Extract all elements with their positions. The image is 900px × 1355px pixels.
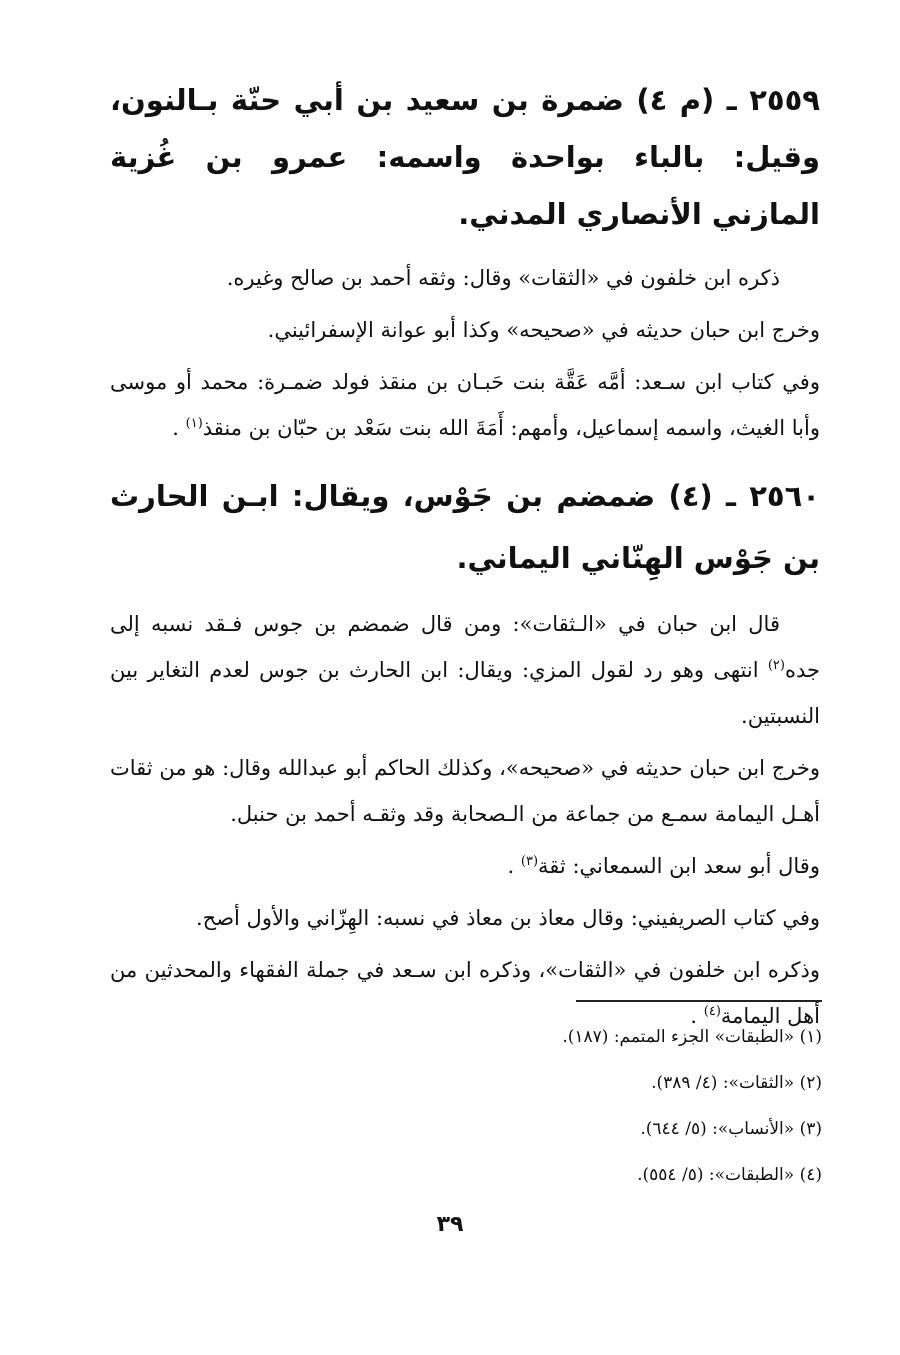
entry-2559-paragraph-3 bbox=[110, 359, 820, 451]
entry-2560-paragraph-1 bbox=[110, 601, 820, 739]
entry-2559-paragraph-3-text: وفي كتاب ابن سـعد: أمَّه عَقَّة بنت حَبـان بن منقذ فولد ضمـرة: محمد أو موسى وأبا الغيث، واسمه إسماعيل، وأمهم: أَمَةَ الله بنت سَعْد بن حبّان بن منقذ bbox=[110, 370, 820, 440]
entry-2560-paragraph-5-end: . bbox=[690, 1004, 704, 1028]
entry-2559-paragraph-1: ذكره ابن خلفون في «الثقات» وقال: وثقه أحمد بن صالح وغيره. bbox=[226, 266, 780, 290]
footnotes bbox=[262, 1014, 822, 1198]
page-body bbox=[110, 72, 820, 1045]
footnote-ref-1: (١) bbox=[185, 416, 203, 431]
entry-2560-paragraph-3-text: وقال أبو سعد ابن السمعاني: ثقة bbox=[538, 854, 820, 878]
entry-2560-paragraph-3-end: . bbox=[507, 854, 521, 878]
entry-2559-heading: ٢٥٥٩ ـ (م ٤) ضمرة بن سعيد بن أبي حنّة بـالنون، وقيل: بالباء بواحدة واسمه: عمرو بن غُزية المازني الأنصاري المدني. bbox=[110, 83, 820, 231]
footnote-3: (٣) «الأنساب»: (٥/ ٦٤٤). bbox=[640, 1119, 822, 1139]
footnote-ref-4: (٤) bbox=[703, 1004, 721, 1019]
entry-2560-paragraph-4: وفي كتاب الصريفيني: وقال معاذ بن معاذ في نسبه: الهِزّاني والأول أصح. bbox=[195, 906, 820, 930]
entry-2560-paragraph-5-text: وذكره ابن خلفون في «الثقات»، وذكره ابن سـعد في جملة الفقهاء والمحدثين من أهل اليمامة bbox=[110, 958, 820, 1028]
footnote-ref-3: (٣) bbox=[520, 854, 539, 869]
footnote-4: (٤) «الطبقات»: (٥/ ٥٥٤). bbox=[637, 1165, 822, 1185]
entry-2560-paragraph-1-rest: انتهى وهو رد لقول المزي: ويقال: ابن الحارث بن جوس لعدم التغاير بين النسبتين. bbox=[110, 658, 820, 728]
entry-2560-paragraph-2: وخرج ابن حبان حديثه في «صحيحه»، وكذلك الحاكم أبو عبدالله وقال: هو من ثقات أهـل اليمامة سمـع من جماعة من الـصحابة وقد وثقـه أحمد بن حنبل. bbox=[110, 756, 820, 826]
entry-2559-paragraph-2: وخرج ابن حبان حديثه في «صحيحه» وكذا أبو عوانة الإسفرائيني. bbox=[267, 318, 820, 342]
entry-2560-paragraph-1-text: قال ابن حبان في «الـثقات»: ومن قال ضمضم بن جوس فـقد نسبه إلى جده bbox=[110, 612, 820, 682]
page-number: ٣٩ bbox=[436, 1212, 464, 1237]
entry-2560-heading: ٢٥٦٠ ـ (٤) ضمضم بن جَوْس، ويقال: ابـن الحارث بن جَوْس الهِنّاني اليماني. bbox=[110, 479, 820, 575]
footnote-ref-2: (٢) bbox=[767, 658, 785, 673]
entry-2559-paragraph-3-end: . bbox=[172, 416, 186, 440]
footnote-separator bbox=[576, 1000, 822, 1002]
footnote-2: (٢) «الثقات»: (٤/ ٣٨٩). bbox=[651, 1073, 822, 1093]
entry-2560-paragraph-3 bbox=[110, 843, 820, 889]
footnote-1: (١) «الطبقات» الجزء المتمم: (١٨٧). bbox=[562, 1027, 822, 1047]
